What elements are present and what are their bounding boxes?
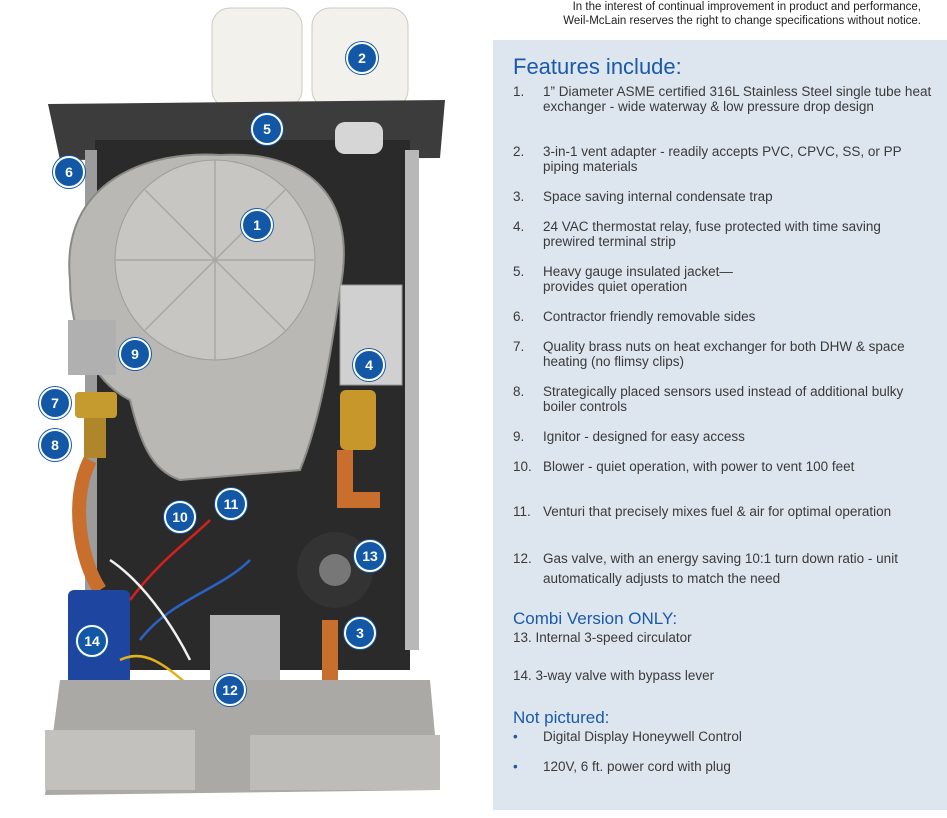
combi-text: 14. 3-way valve with bypass lever [513, 668, 715, 683]
callout-7: 7 [39, 387, 71, 419]
bullet-icon: • [513, 759, 518, 774]
feature-item-3 [513, 189, 933, 204]
bullet-icon: • [513, 729, 518, 744]
feature-num: 12. [513, 551, 532, 566]
feature-text: Ignitor - designed for easy access [543, 429, 745, 444]
feature-text: 3-in-1 vent adapter - readily accepts PVC, CPVC, SS, or PP piping materials [543, 144, 902, 174]
feature-text: Heavy gauge insulated jacket— provides quiet operation [543, 264, 733, 294]
feature-num: 1. [513, 84, 525, 99]
feature-item-12 [513, 549, 933, 589]
features-panel [493, 40, 947, 810]
feature-num: 9. [513, 429, 525, 444]
feature-text: 24 VAC thermostat relay, fuse protected with time saving prewired terminal strip [543, 219, 881, 249]
feature-num: 5. [513, 264, 525, 279]
feature-item-11 [513, 504, 933, 519]
feature-num: 2. [513, 144, 525, 159]
feature-item-10 [513, 459, 933, 474]
feature-text: Gas valve, with an energy saving 10:1 turn down ratio - unit automatically adjusts to match the need [543, 551, 898, 586]
feature-item-9 [513, 429, 933, 444]
disclaimer-line-1: In the interest of continual improvement in product and performance, [572, 1, 921, 13]
combi-text: 13. Internal 3-speed circulator [513, 630, 692, 645]
callout-11: 11 [215, 488, 247, 520]
callout-10: 10 [164, 501, 196, 533]
feature-text: Space saving internal condensate trap [543, 189, 773, 204]
feature-num: 3. [513, 189, 525, 204]
feature-text: Blower - quiet operation, with power to vent 100 feet [543, 459, 855, 474]
not-pictured-item-1 [513, 729, 933, 744]
combi-heading: Combi Version ONLY: [513, 609, 678, 628]
not-pictured-item-2 [513, 759, 933, 774]
callout-12: 12 [214, 674, 246, 706]
callout-8: 8 [39, 429, 71, 461]
feature-text: Contractor friendly removable sides [543, 309, 756, 324]
feature-item-7 [513, 339, 933, 369]
feature-text: 1” Diameter ASME certified 316L Stainless Steel single tube heat exchanger - wide waterway & low pressure drop design [543, 84, 932, 114]
feature-num: 7. [513, 339, 525, 354]
combi-item-13 [513, 630, 933, 645]
feature-num: 8. [513, 384, 525, 399]
not-pictured-text: 120V, 6 ft. power cord with plug [543, 759, 731, 774]
combi-item-14 [513, 668, 933, 683]
feature-text: Venturi that precisely mixes fuel & air for optimal operation [543, 504, 892, 519]
feature-num: 10. [513, 459, 532, 474]
callout-9: 9 [119, 338, 151, 370]
callout-14: 14 [76, 625, 108, 657]
feature-item-1 [513, 84, 933, 114]
feature-text: Strategically placed sensors used instead of additional bulky boiler controls [543, 384, 904, 414]
feature-item-5 [513, 264, 933, 294]
feature-item-6 [513, 309, 933, 324]
callout-2: 2 [346, 42, 378, 74]
not-pictured-text: Digital Display Honeywell Control [543, 729, 742, 744]
features-heading: Features include: [513, 54, 682, 79]
callout-1: 1 [241, 209, 273, 241]
feature-num: 4. [513, 219, 525, 234]
callout-6: 6 [53, 156, 85, 188]
feature-item-2 [513, 144, 933, 174]
feature-item-4 [513, 219, 933, 249]
callout-4: 4 [353, 349, 385, 381]
feature-num: 6. [513, 309, 525, 324]
callout-13: 13 [354, 540, 386, 572]
not-pictured-heading: Not pictured: [513, 708, 610, 727]
disclaimer [563, 0, 921, 28]
callout-3: 3 [344, 617, 376, 649]
callout-5: 5 [251, 113, 283, 145]
feature-text: Quality brass nuts on heat exchanger for both DHW & space heating (no flimsy clips) [543, 339, 905, 369]
feature-item-8 [513, 384, 933, 414]
disclaimer-line-2: Weil-McLain reserves the right to change specifications without notice. [563, 15, 921, 27]
feature-num: 11. [513, 504, 531, 519]
